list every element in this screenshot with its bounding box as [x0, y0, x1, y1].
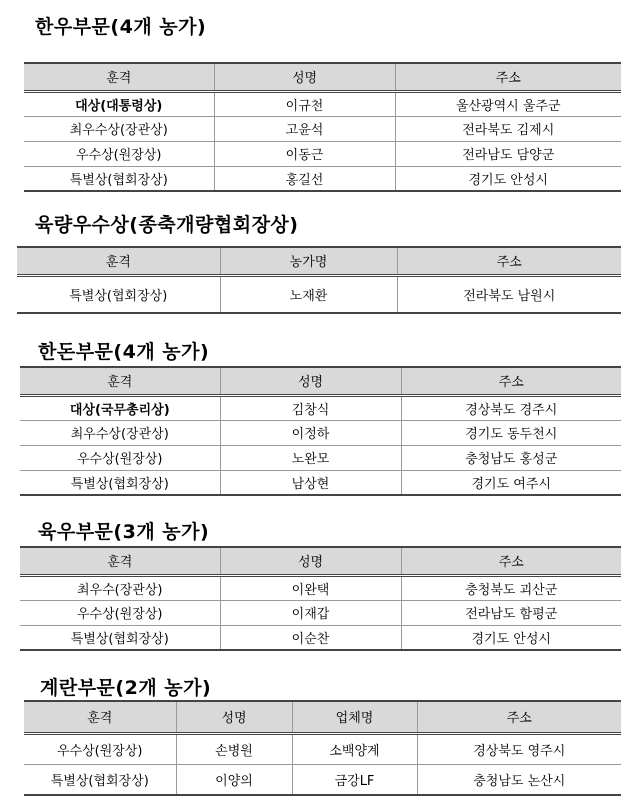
address-cell: 경상북도 경주시: [401, 395, 621, 420]
name-cell: 이완택: [220, 575, 401, 600]
name-cell: 이규천: [214, 91, 395, 116]
column-header: 업체명: [292, 701, 417, 733]
award-cell: 최우수(장관상): [20, 575, 220, 600]
table-row: [24, 166, 621, 191]
address-cell: 전라남도 함평군: [401, 600, 621, 625]
column-header: 주소: [401, 547, 621, 575]
award-cell: 최우수상(장관상): [24, 116, 214, 141]
column-header: 주소: [395, 63, 621, 91]
award-cell: 우수상(원장상): [24, 733, 176, 764]
award-cell: 특별상(협회장상): [20, 470, 220, 495]
name-cell: 김창식: [220, 395, 401, 420]
section-title-hanwoo: 한우부문(4개 농가): [35, 16, 207, 38]
table-row: [24, 116, 621, 141]
awards-table-yield: [17, 246, 621, 314]
address-cell: 충청남도 논산시: [417, 764, 621, 795]
name-cell: 이동근: [214, 141, 395, 166]
award-cell: 우수상(원장상): [24, 141, 214, 166]
address-cell: 전라북도 김제시: [395, 116, 621, 141]
award-cell: 최우수상(장관상): [20, 420, 220, 445]
awards-table-hanwoo: [24, 62, 621, 192]
name-cell: 남상현: [220, 470, 401, 495]
company-cell: 금강LF: [292, 764, 417, 795]
column-header: 훈격: [20, 547, 220, 575]
address-cell: 경상북도 영주시: [417, 733, 621, 764]
section-title-egg: 계란부문(2개 농가): [40, 677, 212, 699]
award-cell: 우수상(원장상): [20, 445, 220, 470]
table-row: [20, 420, 621, 445]
address-cell: 전라남도 담양군: [395, 141, 621, 166]
table-row: [20, 575, 621, 600]
name-cell: 손병원: [176, 733, 292, 764]
column-header: 주소: [417, 701, 621, 733]
table-row: [20, 470, 621, 495]
table-row: [17, 275, 621, 313]
name-cell: 고윤석: [214, 116, 395, 141]
column-header: 성명: [220, 547, 401, 575]
name-cell: 이순찬: [220, 625, 401, 650]
section-title-handon: 한돈부문(4개 농가): [38, 341, 210, 363]
table-row: [20, 395, 621, 420]
address-cell: 경기도 동두천시: [401, 420, 621, 445]
address-cell: 충청남도 홍성군: [401, 445, 621, 470]
award-cell: 특별상(협회장상): [24, 166, 214, 191]
name-cell: 노완모: [220, 445, 401, 470]
name-cell: 홍길선: [214, 166, 395, 191]
table-row: [24, 141, 621, 166]
name-cell: 이양의: [176, 764, 292, 795]
address-cell: 경기도 여주시: [401, 470, 621, 495]
column-header: 주소: [397, 247, 621, 275]
awards-table-handon: [20, 366, 621, 496]
address-cell: 전라북도 남원시: [397, 275, 621, 313]
table-row: [24, 91, 621, 116]
table-row: [20, 600, 621, 625]
awards-table-egg: [24, 700, 621, 796]
table-row: [24, 764, 621, 795]
name-cell: 이정하: [220, 420, 401, 445]
column-header: 성명: [214, 63, 395, 91]
section-title-yield-award: 육량우수상(종축개량협회장상): [35, 214, 299, 236]
address-cell: 경기도 안성시: [401, 625, 621, 650]
awards-table-yugu: [20, 546, 621, 651]
column-header: 훈격: [17, 247, 220, 275]
address-cell: 경기도 안성시: [395, 166, 621, 191]
award-cell: 특별상(협회장상): [20, 625, 220, 650]
column-header: 성명: [220, 367, 401, 395]
award-cell: 특별상(협회장상): [24, 764, 176, 795]
company-cell: 소백양계: [292, 733, 417, 764]
table-row: [20, 625, 621, 650]
name-cell: 이재갑: [220, 600, 401, 625]
award-cell: 대상(국무총리상): [20, 395, 220, 420]
address-cell: 충청북도 괴산군: [401, 575, 621, 600]
table-row: [20, 445, 621, 470]
column-header: 농가명: [220, 247, 397, 275]
section-title-yugu: 육우부문(3개 농가): [38, 521, 210, 543]
column-header: 훈격: [24, 63, 214, 91]
column-header: 성명: [176, 701, 292, 733]
column-header: 주소: [401, 367, 621, 395]
award-cell: 대상(대통령상): [24, 91, 214, 116]
column-header: 훈격: [20, 367, 220, 395]
name-cell: 노재환: [220, 275, 397, 313]
table-row: [24, 733, 621, 764]
award-cell: 특별상(협회장상): [17, 275, 220, 313]
address-cell: 울산광역시 울주군: [395, 91, 621, 116]
column-header: 훈격: [24, 701, 176, 733]
award-cell: 우수상(원장상): [20, 600, 220, 625]
